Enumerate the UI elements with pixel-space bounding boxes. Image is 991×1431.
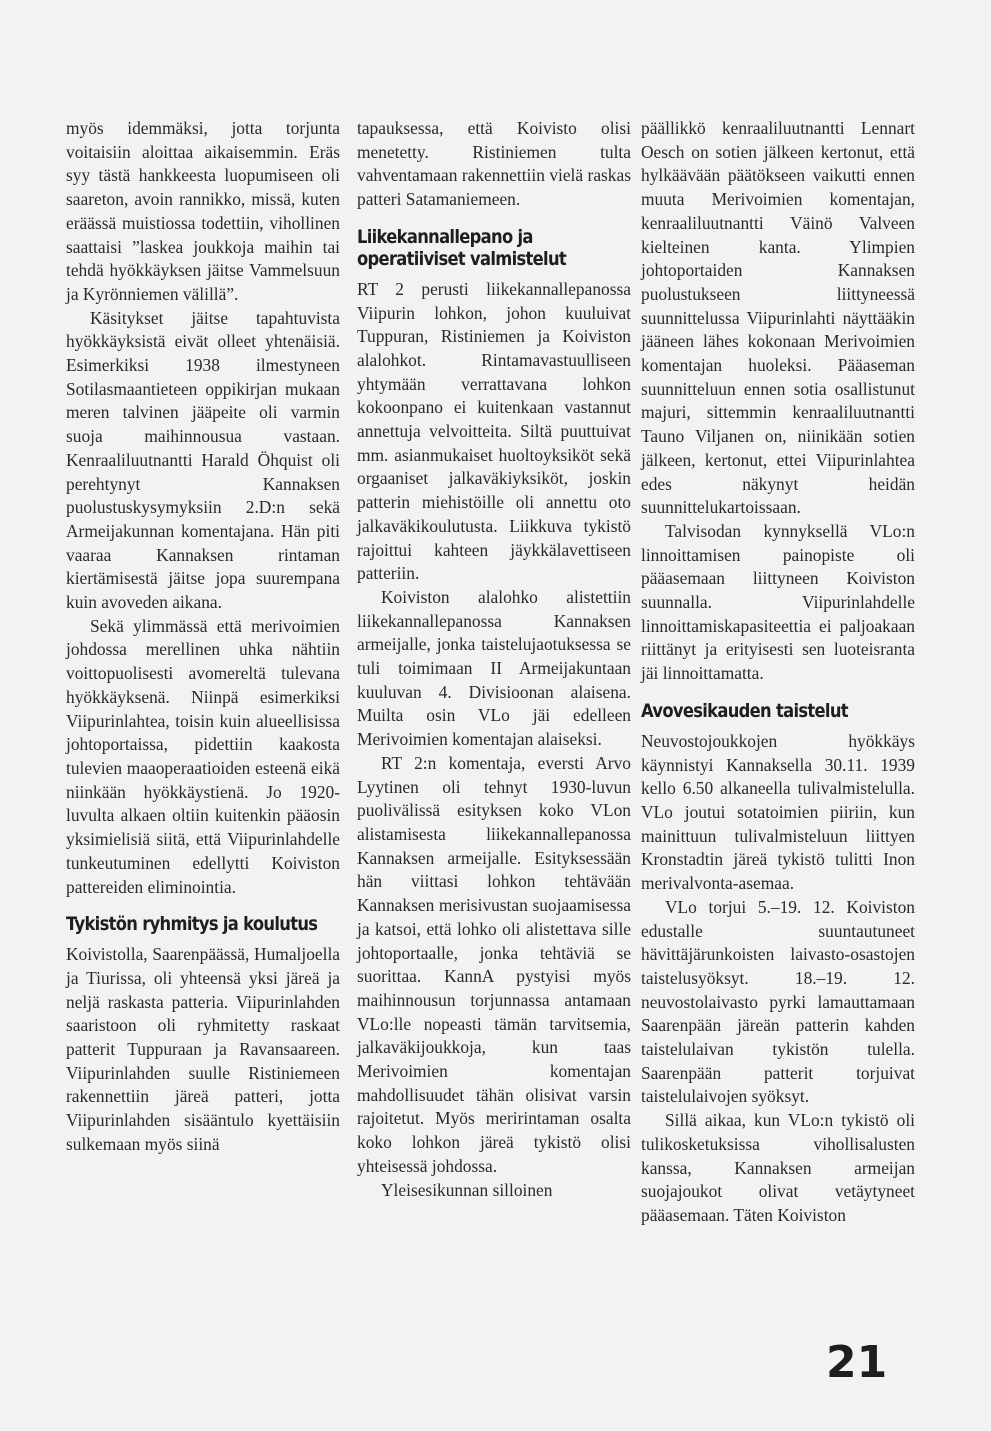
paragraph: tapauksessa, että Koivisto olisi menetetty. Ristiniemen tulta vahventamaan rakennettiin vielä raskas patteri Satamaniemeen. <box>357 118 631 210</box>
section-heading-line: Avovesikauden taistelut <box>641 699 848 722</box>
paragraph: Käsitykset jäitse tapahtuvista hyökkäyksistä eivät olleet yhtenäisiä. Esimerkiksi 1938 ilmestyneen Sotilasmaantieteen oppikirjan mukaan meren talvinen jääpeite oli varmin suoja maihinnousua vastaan. Kenraaliluutnantti Harald Öhquist oli perehtynyt Kannaksen puolustuskysymyksiin 2.D:n sekä Armeijakunnan komentajana. Hän piti vaaraa Kannaksen rintaman kiertämisestä jäitse jopa suurempana kuin avoveden aikana. <box>66 307 340 613</box>
paragraph: VLo torjui 5.–19. 12. Koiviston edustalle suuntautuneet hävittäjärunkoisten laivasto-osastojen taistelusyöksyt. 18.–19. 12. neuvostolaivasto pyrki lamauttamaan Saarenpään järeän patterin kahden taistelulaivan tykistön tulella. Saarenpään patterit torjuivat taistelulaivojen syöksyt. <box>641 896 915 1107</box>
page-number: 21 <box>826 1337 888 1388</box>
paragraph: päällikkö kenraaliluutnantti Lennart Oesch on sotien jälkeen kertonut, että hylkäävään päätökseen vaikutti ennen muuta Merivoimien komentajan, kenraaliluutnantti Väinö Valveen kielteinen kanta. Ylimpien johtoportaiden Kannaksen puolustukseen liittyneessä suunnittelussa Viipurinlahti näyttääkin jääneen lähes kokonaan Merivoimien komentajan huoleksi. Pääaseman suunnitteluun ennen sotia osallistunut majuri, sittemmin kenraaliluutnantti Tauno Viljanen on, niinikään sotien jälkeen, kertonut, ettei Viipurinlahtea edes näkynyt heidän suunnittelukartoissaan. <box>641 118 915 518</box>
text-column-1 <box>66 117 340 1157</box>
text-column-3 <box>641 117 915 1228</box>
section-heading <box>641 700 877 722</box>
paragraph: Sekä ylimmässä että merivoimien johdossa merellinen uhka nähtiin voittopuolisesti avomereltä tulevana hyökkäyksenä. Niinpä esimerkiksi Viipurinlahtea, toisin kuin alueellisissa johtoportaissa, pidettiin kaakosta tulevien maaoperaatioiden esteenä eikä niinkään hyökkäystienä. Jo 1920-luvulta alkaen oltiin kuitenkin pääosin yksimielisiä siitä, että Viipurinlahdelle tunkeutuminen edellytti Koiviston pattereiden eliminointia. <box>66 615 340 897</box>
paragraph: Koivistolla, Saarenpäässä, Humaljoella ja Tiurissa, oli yhteensä yksi järeä ja neljä raskasta patteria. Viipurinlahden saaristoon oli ryhmitetty raskaat patterit Tuppuraan ja Ravansaareen. Viipurinlahden suulle Ristiniemeen rakennettiin järeä patteri, jotta Viipurinlahden sisääntulo kyettäisiin sulkemaan myös siinä <box>66 944 340 1154</box>
paragraph: Koiviston alalohko alistettiin liikekannallepanossa Kannaksen armeijalle, jonka taistelujaotuksessa se tuli toimimaan II Armeijakuntaan kuuluvan 4. Divisioonan alaisena. Muilta osin VLo jäi edelleen Merivoimien komentajan alaiseksi. <box>357 586 631 750</box>
paragraph: myös idemmäksi, jotta torjunta voitaisiin aloittaa aikaisemmin. Eräs syy tästä hankkeesta luopumiseen oli saareton, avoin rannikko, missä, kuten eräässä muistiossa todettiin, vihollinen saattaisi ”laskea joukkoja maihin tai tehdä hyökkäyksen jäitse Vammelsuun ja Kyrönniemen välillä”. <box>66 118 340 304</box>
paragraph: Neuvostojoukkojen hyökkäys käynnistyi Kannaksella 30.11. 1939 kello 6.50 alkaneella tulivalmistelulla. VLo joutui sotatoimien piiriin, kun mainittuun tulivalmisteluun liittyen Kronstadtin järeä tykistö tulitti Inon merivalvonta-asemaa. <box>641 730 915 894</box>
paragraph: Sillä aikaa, kun VLo:n tykistö oli tulikosketuksissa vihollisalusten kanssa, Kannaksen armeijan suojajoukot olivat vetäytyneet pääasemaan. Täten Koiviston <box>641 1110 915 1225</box>
section-heading-line: operatiiviset valmistelut <box>357 247 567 270</box>
text-column-2 <box>357 117 631 1202</box>
section-heading <box>357 226 593 270</box>
section-heading-line: Liikekannallepano ja <box>357 225 533 248</box>
paragraph: RT 2:n komentaja, eversti Arvo Lyytinen oli tehnyt 1930-luvun puolivälissä esityksen koko VLon alistamisesta liikekannallepanossa Kannaksen armeijalle. Esityksessään hän viittasi lohkon tehtävään Kannaksen merisivustan suojaamisessa ja katsoi, että lohko oli alistettava sille johtoportaalle, jonka tehtäviä se suorittaa. KannA pystyisi myös maihinnousun torjunnassa antamaan VLo:lle nopeasti tämän tarvitsemia, jalkaväkijoukkoja, kun taas Merivoimien komentajan mahdollisuudet tähän olisivat varsin rajoitetut. Myös meririntaman osalta koko lohkon järeä tykistö olisi yhteisessä johdossa. <box>357 752 631 1176</box>
section-heading <box>66 913 318 936</box>
paragraph: RT 2 perusti liikekannallepanossa Viipurin lohkon, johon kuuluivat Tuppuran, Ristiniemen ja Koiviston alalohkot. Rintamavastuulliseen yhtymään verrattavana lohkon kokoonpano ei kuitenkaan vastannut annettuja velvoitteita. Siltä puuttuivat mm. asianmukaiset huoltoyksiköt sekä orgaaniset jalkaväkiyksiköt, joskin patterin miehistöille oli annettu oto jalkaväkikoulutusta. Liikkuva tykistö rajoittui kahteen jäykkälavettiseen patteriin. <box>357 278 631 584</box>
section-heading-line: Tykistön ryhmitys ja koulutus <box>66 913 318 936</box>
paragraph: Talvisodan kynnyksellä VLo:n linnoittamisen painopiste oli pääasemaan liittyneen Koiviston suunnalla. Viipurinlahdelle linnoittamiskapasiteettia ei paljoakaan riittänyt ja erityisesti sen luoteisranta jäi linnoittamatta. <box>641 520 915 684</box>
paragraph: Yleisesikunnan silloinen <box>381 1179 553 1200</box>
